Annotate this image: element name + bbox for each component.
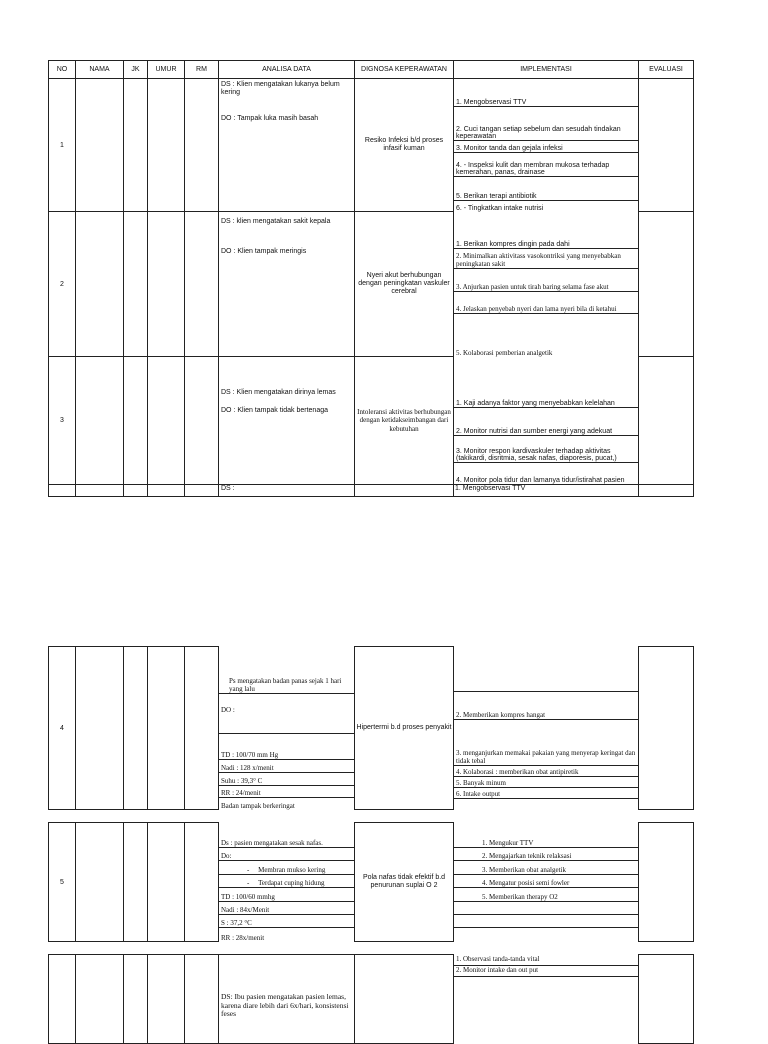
evaluasi-cell bbox=[639, 823, 694, 942]
implementasi-cell: 1. Mengobservasi TTV bbox=[454, 484, 639, 496]
header-evaluasi: EVALUASI bbox=[639, 61, 694, 79]
table-row bbox=[49, 484, 694, 496]
implementasi-cell: 1. Kaji adanya faktor yang menyebabkan kelelahan 2. Monitor nutrisi dan sumber energi yang adekuat 3. Monitor respon kardivaskuler terhadap aktivitas (takikardi, disritmia, sesak nafas, diaporesis, pucat,) 4. Monitor pola tidur dan lamanya tidur/istirahat pasien bbox=[454, 357, 639, 485]
analisa-cell: Ps mengatakan badan panas sejak 1 hari yang lalu DO : TD : 100/70 mm Hg Nadi : 128 x/menit Suhu : 39,3° C RR : 24/menit Badan tampak berkeringat bbox=[219, 647, 355, 810]
diagnosa-cell: Resiko Infeksi b/d proses infasif kuman bbox=[355, 79, 454, 212]
header-jk: JK bbox=[124, 61, 148, 79]
evaluasi-cell bbox=[639, 212, 694, 357]
diagnosa-cell: Hipertermi b.d proses penyakit bbox=[355, 647, 454, 810]
implementasi-cell: 1. Observasi tanda-tanda vital 2. Monitor intake dan out put bbox=[454, 955, 639, 1044]
row-number: 5 bbox=[49, 823, 76, 942]
table-segment-3 bbox=[48, 822, 693, 942]
table-segment-2 bbox=[48, 646, 693, 809]
header-no: NO bbox=[49, 61, 76, 79]
header-rm: RM bbox=[185, 61, 219, 79]
row-number: 3 bbox=[49, 357, 76, 485]
table-row bbox=[49, 79, 694, 212]
implementasi-cell: 1. Berikan kompres dingin pada dahi 2. Minimalkan aktivitass vasokontriksi yang menyebabkan peningkatan sakit 3. Anjurkan pasien untuk tirah baring selama fase akut 4. Jelaskan penyebab nyeri dan lama nyeri bila di ketahui 5. Kolaborasi pemberian analgetik bbox=[454, 212, 639, 357]
header-nama: NAMA bbox=[76, 61, 124, 79]
analisa-cell: DS : Klien mengatakan lukanya belum kering DO : Tampak luka masih basah bbox=[219, 79, 355, 212]
care-plan-table bbox=[48, 954, 694, 1044]
analisa-cell: DS : klien mengatakan sakit kepala DO : Klien tampak meringis bbox=[219, 212, 355, 357]
implementasi-cell: 2. Memberikan kompres hangat 3. menganjurkan memakai pakaian yang menyerap keringat dan tidak tebal 4. Kolaborasi : memberikan obat antipiretik 5. Banyak minum 6. Intake output bbox=[454, 647, 639, 810]
table-row bbox=[49, 647, 694, 810]
header-diagnosa: DIGNOSA KEPERAWATAN bbox=[355, 61, 454, 79]
diagnosa-cell: Pola nafas tidak efektif b.d penurunan suplai O 2 bbox=[355, 823, 454, 942]
row-number: 2 bbox=[49, 212, 76, 357]
analisa-cell: DS : bbox=[219, 484, 355, 496]
table-row bbox=[49, 212, 694, 357]
diagnosa-cell: Nyeri akut berhubungan dengan peningkatan vaskuler cerebral bbox=[355, 212, 454, 357]
evaluasi-cell bbox=[639, 647, 694, 810]
header-row bbox=[49, 61, 694, 79]
care-plan-table bbox=[48, 60, 694, 497]
diagnosa-cell: Intoleransi aktivitas berhubungan dengan ketidakseimbangan dari kebutuhan bbox=[355, 357, 454, 485]
header-umur: UMUR bbox=[148, 61, 185, 79]
row-number: 4 bbox=[49, 647, 76, 810]
care-plan-table bbox=[48, 646, 694, 810]
header-analisa: ANALISA DATA bbox=[219, 61, 355, 79]
implementasi-cell: 1. Mengukur TTV 2. Mengajarkan teknik relaksasi 3. Memberikan obat analgetik 4. Mengatur posisi semi fowler 5. Memberikan therapy O2 bbox=[454, 823, 639, 942]
header-implementasi: IMPLEMENTASI bbox=[454, 61, 639, 79]
table-row bbox=[49, 955, 694, 1044]
analisa-cell: DS : Klien mengatakan dirinya lemas DO : Klien tampak tidak bertenaga bbox=[219, 357, 355, 485]
table-segment-4 bbox=[48, 954, 693, 1044]
care-plan-table bbox=[48, 822, 694, 942]
evaluasi-cell bbox=[639, 357, 694, 485]
analisa-cell: DS: Ibu pasien mengatakan pasien lemas, karena diare lebih dari 6x/hari, konsistensi feses bbox=[219, 955, 355, 1044]
analisa-cell: Ds : pasien mengatakan sesak nafas. Do: - Membran mukso kering - Terdapat cuping hidung TD : 100/60 mmhg Nadi : 84x/Menit S : 37,2 °C RR : 28x/menit bbox=[219, 823, 355, 942]
row-number: 1 bbox=[49, 79, 76, 212]
table-segment-1 bbox=[48, 60, 693, 497]
table-row bbox=[49, 357, 694, 485]
evaluasi-cell bbox=[639, 79, 694, 212]
table-row bbox=[49, 823, 694, 942]
implementasi-cell: 1. Mengobservasi TTV 2. Cuci tangan setiap sebelum dan sesudah tindakan keperawatan 3. Monitor tanda dan gejala infeksi 4. - Inspeksi kulit dan membran mukosa terhadap kemerahan, panas, drainase 5. Berikan terapi antibiotik 6. - Tingkatkan intake nutrisi bbox=[454, 79, 639, 212]
